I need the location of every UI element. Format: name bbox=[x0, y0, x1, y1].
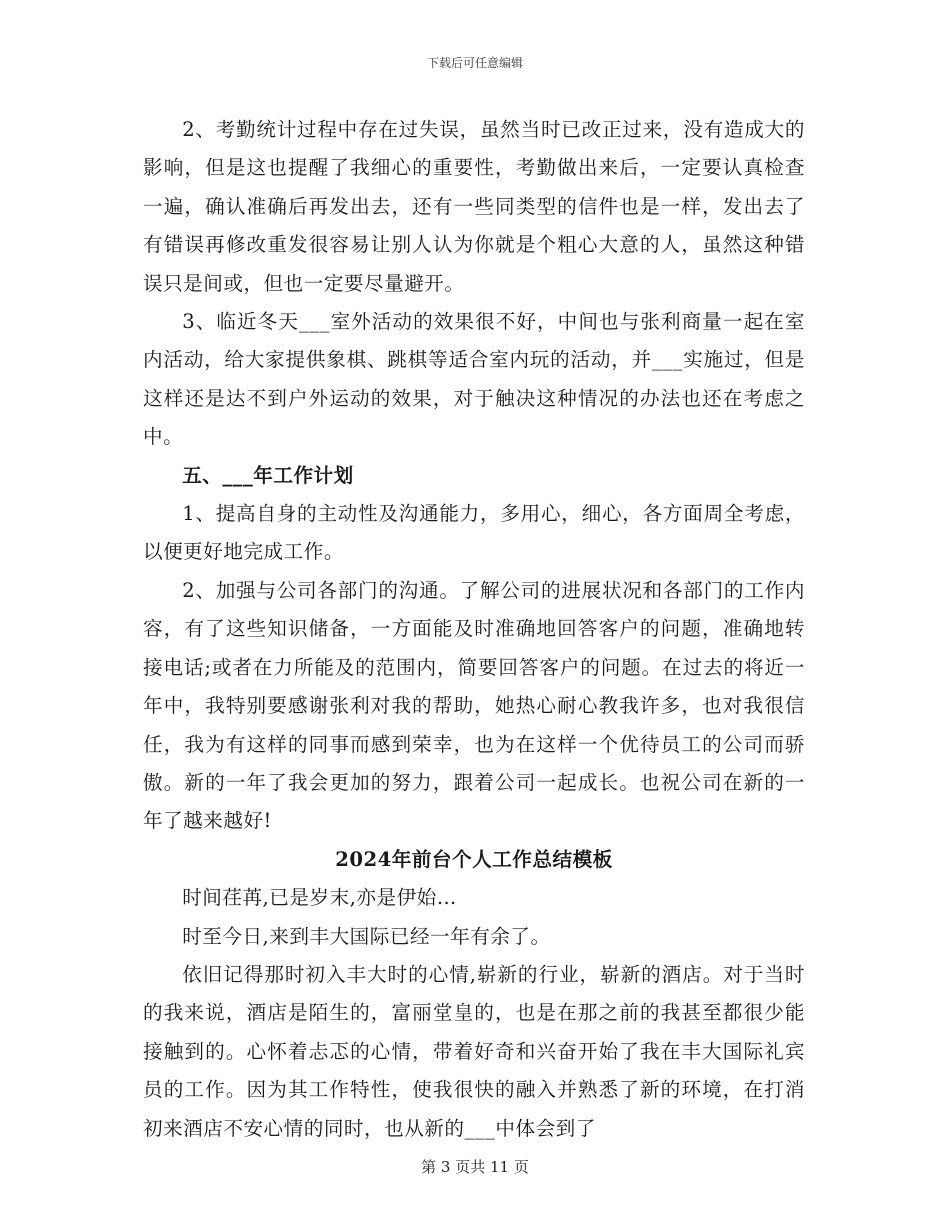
paragraph-plan-1: 1、提高自身的主动性及沟通能力，多用心，细心，各方面周全考虑，以便更好地完成工作。 bbox=[143, 502, 805, 564]
paragraph-intro-3: 依旧记得那时初入丰大时的心情,崭新的行业，崭新的酒店。对于当时的我来说，酒店是陌生的，富丽堂皇的，也是在那之前的我甚至都很少能接触到的。心怀着忐忑的心情，带着好奇和兴奋开始了我在丰大国际礼宾员的工作。因为其工作特性，使我很快的融入并熟悉了新的环境，在打消初来酒店不安心情的同时，也从新的___中体会到了 bbox=[143, 962, 805, 1140]
page-header: 下载后可任意编辑 bbox=[426, 56, 523, 70]
document-title: 2024年前台个人工作总结模板 bbox=[335, 847, 613, 871]
section-heading-work-plan: 五、___年工作计划 bbox=[182, 463, 354, 487]
document-body bbox=[143, 111, 805, 1148]
paragraph-intro-2: 时至今日,来到丰大国际已经一年有余了。 bbox=[182, 924, 551, 948]
paragraph-attendance-errors: 2、考勤统计过程中存在过失误，虽然当时已改正过来，没有造成大的影响，但是这也提醒了我细心的重要性，考勤做出来后，一定要认真检查一遍，确认准确后再发出去，还有一些同类型的信件也是一样，发出去了有错误再修改重发很容易让别人认为你就是个粗心大意的人，虽然这种错误只是间或，但也一定要尽量避开。 bbox=[143, 118, 805, 295]
page-footer: 第 3 页共 11 页 bbox=[421, 1158, 529, 1176]
paragraph-intro-1: 时间荏苒,已是岁末,亦是伊始… bbox=[182, 886, 457, 910]
paragraph-winter-activities: 3、临近冬天___室外活动的效果很不好，中间也与张利商量一起在室内活动，给大家提供象棋、跳棋等适合室内玩的活动，并___实施过，但是这样还是达不到户外运动的效果，对于触决这种情况的办法也还在考虑之中。 bbox=[143, 310, 805, 449]
paragraph-plan-2: 2、加强与公司各部门的沟通。了解公司的进展状况和各部门的工作内容，有了这些知识储备，一方面能及时准确地回答客户的问题，准确地转接电话;或者在力所能及的范围内，简要回答客户的问题。在过去的将近一年中，我特别要感谢张利对我的帮助，她热心耐心教我许多，也对我很信任，我为有这样的同事而感到荣幸，也为在这样一个优待员工的公司而骄傲。新的一年了我会更加的努力，跟着公司一起成长。也祝公司在新的一年了越来越好! bbox=[143, 578, 805, 833]
